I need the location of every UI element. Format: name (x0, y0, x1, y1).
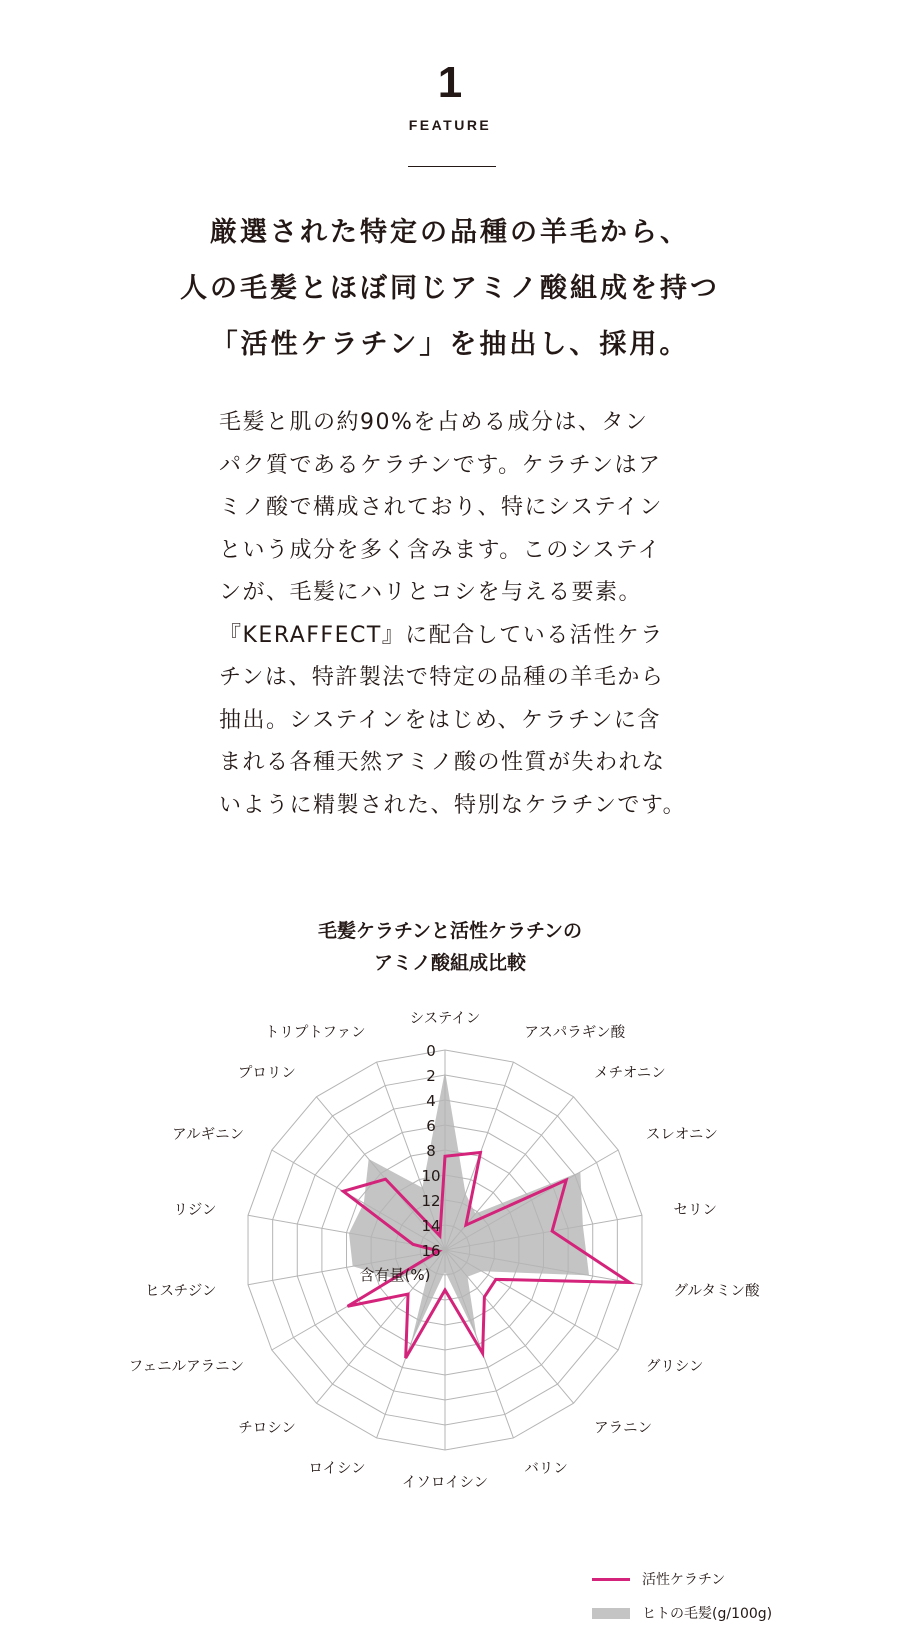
divider (408, 166, 496, 167)
headline-line: 厳選された特定の品種の羊毛から、 (210, 217, 690, 248)
body-line: まれる各種天然アミノ酸の性質が失われな (219, 750, 666, 775)
body-line: という成分を多く含みます。このシステイ (219, 537, 662, 563)
chart-title-line: 毛髪ケラチンと活性ケラチンの (317, 920, 583, 942)
chart-title-line: アミノ酸組成比較 (373, 952, 526, 974)
category-label: アルギニン (172, 1127, 245, 1143)
legend-swatch-line (592, 1578, 630, 1581)
body-line: ミノ酸で構成されており、特にシステイン (219, 495, 663, 520)
legend-label: 活性ケラチン (642, 1572, 726, 1588)
category-label: バリン (524, 1461, 568, 1478)
body-line: チンは、特許製法で特定の品種の羊毛から (219, 665, 665, 690)
chart-title (0, 915, 900, 979)
category-label: グルタミン酸 (673, 1283, 760, 1300)
axis-tick-label: 16 (421, 1242, 441, 1260)
category-label: スレオニン (645, 1127, 718, 1143)
category-label: イソロイシン (401, 1475, 489, 1491)
feature-number: 1 (437, 58, 463, 107)
body-line: いように精製された、特別なケラチンです。 (219, 792, 687, 818)
legend-swatch-fill (592, 1608, 630, 1619)
legend-item-hair (592, 1596, 772, 1630)
category-label: フェニルアラニン (128, 1359, 245, 1375)
body-line: 抽出。システインをはじめ、ケラチンに含 (219, 707, 661, 733)
axis-unit-label: 含有量(%) (359, 1266, 431, 1284)
body-line: ンが、毛髪にハリとコシを与える要素。 (219, 580, 643, 605)
axis-tick-label: 12 (421, 1192, 441, 1210)
category-label: ロイシン (308, 1461, 366, 1478)
axis-tick-label: 2 (426, 1067, 436, 1085)
axis-tick-label: 6 (426, 1117, 436, 1135)
headline-line: 「活性ケラチン」を抽出し、採用。 (210, 329, 690, 360)
category-label: リジン (173, 1202, 217, 1219)
headline-line: 人の毛髪とほぼ同じアミノ酸組成を持つ (180, 273, 720, 304)
axis-tick-label: 10 (421, 1167, 441, 1185)
axis-tick-label: 8 (426, 1142, 436, 1160)
category-label: トリプトファン (264, 1024, 366, 1041)
radar-chart (0, 1011, 900, 1550)
category-label: メチオニン (594, 1065, 666, 1082)
body-line: パク質であるケラチンです。ケラチンはア (219, 452, 662, 478)
headline (0, 205, 900, 373)
category-label: システイン (409, 1011, 481, 1027)
category-label: グリシン (645, 1359, 704, 1375)
category-label: ヒスチジン (144, 1283, 217, 1300)
body-paragraph (219, 402, 689, 827)
feature-label: FEATURE (408, 117, 492, 133)
body-line: 毛髪と肌の約90%を占める成分は、タン (219, 410, 649, 435)
legend (592, 1562, 772, 1630)
axis-tick-label: 14 (421, 1217, 441, 1235)
category-label: アラニン (594, 1420, 653, 1437)
axis-tick-label: 0 (426, 1042, 436, 1060)
legend-item-keratin (592, 1562, 772, 1596)
category-label: アスパラギン酸 (524, 1024, 626, 1041)
category-label: チロシン (238, 1420, 296, 1437)
category-label: セリン (673, 1202, 717, 1219)
axis-tick-label: 4 (426, 1092, 436, 1110)
legend-label: ヒトの毛髪(g/100g) (642, 1606, 773, 1622)
body-line: 『KERAFFECT』に配合している活性ケラ (219, 622, 664, 648)
category-label: プロリン (237, 1065, 296, 1082)
